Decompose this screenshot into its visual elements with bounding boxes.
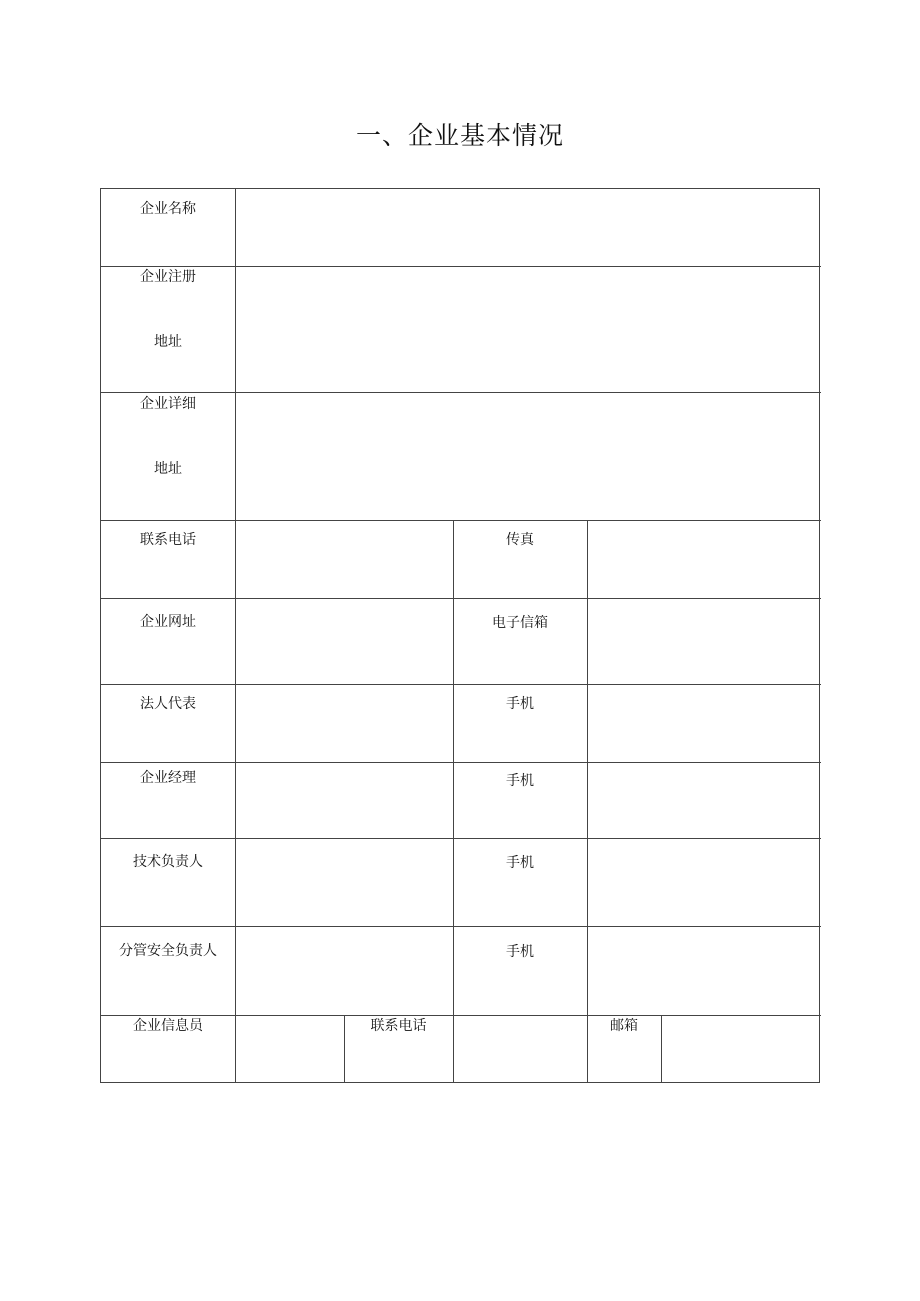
- manager-mobile-field[interactable]: [588, 763, 820, 838]
- company-name-field[interactable]: [236, 189, 820, 266]
- fax-label: 传真: [506, 532, 534, 548]
- legal-representative-mobile-field[interactable]: [588, 685, 820, 762]
- info-officer-mailbox-field[interactable]: [662, 1016, 820, 1082]
- website-label: 企业网址: [140, 614, 196, 630]
- legal-representative-label: 法人代表: [140, 696, 196, 712]
- email-label: 电子信箱: [492, 615, 548, 631]
- legal-representative-field[interactable]: [236, 685, 453, 762]
- technical-lead-field[interactable]: [236, 839, 453, 926]
- company-info-form: [100, 188, 820, 1083]
- info-officer-phone-field[interactable]: [454, 1016, 587, 1082]
- registered-address-label-line2: 地址: [154, 334, 182, 350]
- detailed-address-field[interactable]: [236, 393, 820, 520]
- safety-lead-mobile-label: 手机: [506, 944, 534, 960]
- page-title: 一、企业基本情况: [355, 121, 564, 150]
- detailed-address-label-line1: 企业详细: [140, 396, 196, 412]
- manager-field[interactable]: [236, 763, 453, 838]
- info-officer-label: 企业信息员: [133, 1018, 203, 1034]
- safety-lead-field[interactable]: [236, 927, 453, 1015]
- column-divider: [453, 520, 454, 1082]
- technical-lead-label: 技术负责人: [133, 854, 203, 870]
- phone-field[interactable]: [236, 521, 453, 598]
- safety-lead-label: 分管安全负责人: [119, 943, 217, 959]
- website-field[interactable]: [236, 599, 453, 684]
- manager-label: 企业经理: [140, 770, 196, 786]
- technical-lead-mobile-field[interactable]: [588, 839, 820, 926]
- info-officer-field[interactable]: [236, 1016, 344, 1082]
- legal-representative-mobile-label: 手机: [506, 696, 534, 712]
- phone-label: 联系电话: [140, 532, 196, 548]
- info-officer-mailbox-label: 邮箱: [610, 1018, 638, 1034]
- detailed-address-label-line2: 地址: [154, 461, 182, 477]
- manager-mobile-label: 手机: [506, 773, 534, 789]
- fax-field[interactable]: [588, 521, 820, 598]
- registered-address-label-line1: 企业注册: [140, 269, 196, 285]
- safety-lead-mobile-field[interactable]: [588, 927, 820, 1015]
- email-field[interactable]: [588, 599, 820, 684]
- company-name-label: 企业名称: [140, 201, 196, 217]
- info-officer-phone-label: 联系电话: [370, 1018, 427, 1034]
- registered-address-field[interactable]: [236, 267, 820, 392]
- technical-lead-mobile-label: 手机: [506, 855, 534, 871]
